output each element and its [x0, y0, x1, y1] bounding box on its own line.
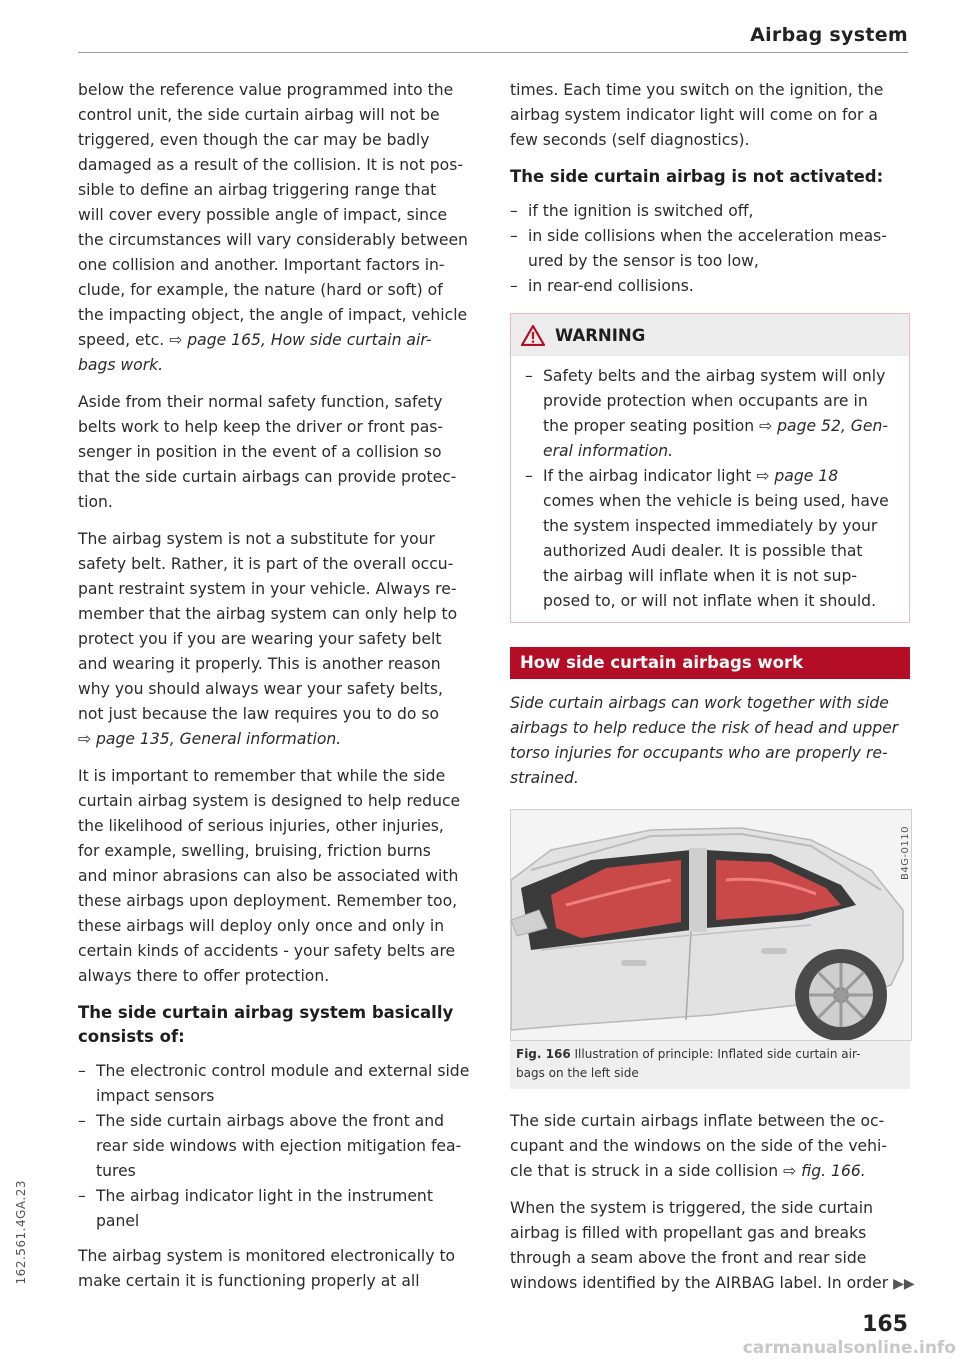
text-line: tion. [78, 493, 113, 511]
consists-of-heading [78, 1001, 478, 1049]
text-fragment: windows identified by the AIRBAG label. In order [510, 1274, 889, 1292]
dash-bullet: – [510, 227, 518, 245]
text-line: through a seam above the front and rear side [510, 1249, 867, 1267]
text-line: The airbag system is monitored electronically to [78, 1247, 456, 1265]
continue-arrow-icon: ▶▶ [893, 1276, 915, 1292]
right-column [510, 78, 915, 1309]
page-header-title: Airbag system [750, 24, 908, 46]
text-line: will cover every possible angle of impact, since [78, 206, 448, 224]
text-line: clude, for example, the nature (hard or soft) of [78, 281, 443, 299]
list-item [510, 274, 910, 299]
dash-bullet: – [525, 467, 533, 485]
text-line: that the side curtain airbags can provide protec- [78, 468, 457, 486]
text-line: cupant and the windows on the side of the vehi- [510, 1137, 887, 1155]
text-line: airbags to help reduce the risk of head and upper [510, 719, 899, 737]
text-line: below the reference value programmed into the [78, 81, 454, 99]
text-line: safety belt. Rather, it is part of the overall occu- [78, 555, 454, 573]
text-line: the airbag will inflate when it is not sup- [543, 567, 858, 585]
text-fragment: If the airbag indicator light [543, 467, 752, 485]
text-line: the impacting object, the angle of impact, vehicle [78, 306, 468, 324]
text-line: authorized Audi dealer. It is possible that [543, 542, 863, 560]
text-line: and wearing it properly. This is another reason [78, 655, 441, 673]
warning-body [511, 356, 909, 622]
text-line: member that the airbag system can only help to [78, 605, 458, 623]
text-line: ured by the sensor is too low, [528, 252, 759, 270]
caption-text: Illustration of principle: Inflated side curtain air- [574, 1047, 861, 1061]
dash-bullet: – [78, 1187, 86, 1205]
list-item [510, 224, 910, 274]
text-line: airbag system indicator light will come on for a [510, 106, 878, 124]
warning-header [511, 314, 909, 356]
not-activated-heading: The side curtain airbag is not activated: [510, 167, 884, 186]
text-fragment: cle that is struck in a side collision [510, 1162, 779, 1180]
text-line: The side curtain airbags above the front and [96, 1112, 445, 1130]
text-line: Aside from their normal safety function, safety [78, 393, 443, 411]
text-line: these airbags upon deployment. Remember too, [78, 892, 458, 910]
text-line: one collision and another. Important factors in- [78, 256, 445, 274]
text-line [543, 414, 895, 439]
text-line [510, 1271, 915, 1297]
left-paragraph-3 [78, 527, 478, 752]
section-title-bar: How side curtain airbags work [510, 647, 910, 679]
text-line: the system inspected immediately by your [543, 517, 878, 535]
dash-bullet: – [525, 367, 533, 385]
text-line: provide protection when occupants are in [543, 392, 868, 410]
text-line [510, 1159, 910, 1184]
right-paragraph-2 [510, 1109, 910, 1184]
text-line: rear side windows with ejection mitigation fea- [96, 1137, 462, 1155]
page-165-link[interactable]: ⇨ page 165, How side curtain air- [169, 331, 432, 349]
text-line: the likelihood of serious injuries, other injuries, [78, 817, 444, 835]
heading-line: The side curtain airbag system basically [78, 1003, 454, 1022]
text-line: why you should always wear your safety belts, [78, 680, 443, 698]
components-list [78, 1059, 478, 1234]
text-line: control unit, the side curtain airbag will not be [78, 106, 440, 124]
text-line: the circumstances will vary considerably between [78, 231, 468, 249]
list-item [78, 1059, 478, 1109]
text-line: belts work to help keep the driver or front pas- [78, 418, 444, 436]
text-line: The electronic control module and external side [96, 1062, 470, 1080]
text-line: sible to define an airbag triggering range that [78, 181, 437, 199]
text-line: these airbags will deploy only once and only in [78, 917, 445, 935]
dash-bullet: – [78, 1062, 86, 1080]
section-intro [510, 691, 910, 791]
text-line: always there to offer protection. [78, 967, 330, 985]
figure-label: Fig. 166 [516, 1047, 571, 1061]
page-165-link-cont[interactable]: bags work. [78, 356, 164, 374]
text-line: tures [96, 1162, 136, 1180]
text-line [543, 464, 895, 489]
figure-caption [510, 1041, 910, 1089]
left-paragraph-2 [78, 390, 478, 515]
page-52-link-cont[interactable]: eral information. [543, 442, 674, 460]
list-item [78, 1109, 478, 1184]
text-line: not just because the law requires you to do so [78, 705, 440, 723]
text-line: in side collisions when the acceleration meas- [528, 227, 887, 245]
figure-code: B4G-0110 [900, 826, 911, 881]
warning-title: WARNING [555, 325, 646, 345]
text-line: The side curtain airbags inflate between the oc- [510, 1112, 885, 1130]
text-line: The airbag indicator light in the instrument [96, 1187, 433, 1205]
heading-line: consists of: [78, 1027, 185, 1046]
text-line: pant restraint system in your vehicle. Always re- [78, 580, 457, 598]
warning-triangle-icon [521, 324, 545, 346]
text-line: few seconds (self diagnostics). [510, 131, 750, 149]
warning-item [525, 364, 895, 464]
text-line: make certain it is functioning properly at all [78, 1272, 420, 1290]
text-line: posed to, or will not inflate when it should. [543, 592, 877, 610]
text-line: curtain airbag system is designed to help reduce [78, 792, 461, 810]
text-line: for example, swelling, bruising, friction burns [78, 842, 431, 860]
text-line: Side curtain airbags can work together with side [510, 694, 889, 712]
page-52-link[interactable]: ⇨ page 52, Gen- [759, 417, 888, 435]
left-paragraph-4 [78, 764, 478, 989]
dash-bullet: – [510, 202, 518, 220]
dash-bullet: – [510, 277, 518, 295]
watermark: carmanualsonline.info [742, 1338, 956, 1358]
text-line: triggered, even though the car may be badly [78, 131, 430, 149]
page-number: 165 [862, 1312, 908, 1337]
text-line: strained. [510, 769, 579, 787]
right-paragraph-3 [510, 1196, 915, 1297]
text-line [78, 328, 478, 353]
car-airbag-illustration [511, 810, 911, 1040]
text-fragment: the proper seating position [543, 417, 755, 435]
text-fragment: speed, etc. [78, 331, 165, 349]
not-activated-list [510, 199, 910, 299]
text-line: times. Each time you switch on the ignition, the [510, 81, 884, 99]
text-line: impact sensors [96, 1087, 215, 1105]
list-item [78, 1184, 478, 1234]
dash-bullet: – [78, 1112, 86, 1130]
text-line: certain kinds of accidents - your safety belts are [78, 942, 456, 960]
right-paragraph-1 [510, 78, 910, 153]
side-document-code: 162.561.4GA.23 [14, 1180, 28, 1285]
text-line: Safety belts and the airbag system will only [543, 367, 886, 385]
text-line: protect you if you are wearing your safety belt [78, 630, 442, 648]
warning-box [510, 313, 910, 623]
text-line: if the ignition is switched off, [528, 202, 754, 220]
left-paragraph-1 [78, 78, 478, 378]
caption-text: bags on the left side [516, 1066, 639, 1080]
text-line: in rear-end collisions. [528, 277, 694, 295]
left-column [78, 78, 478, 1306]
text-line: airbag is filled with propellant gas and breaks [510, 1224, 867, 1242]
text-line: When the system is triggered, the side curtain [510, 1199, 873, 1217]
fig-166-link[interactable]: ⇨ fig. 166. [783, 1162, 866, 1180]
text-line: comes when the vehicle is being used, have [543, 492, 889, 510]
page-135-link[interactable]: ⇨ page 135, General information. [78, 730, 342, 748]
text-line: and minor abrasions can also be associated with [78, 867, 459, 885]
text-line: It is important to remember that while the side [78, 767, 446, 785]
text-line: panel [96, 1212, 140, 1230]
list-item [510, 199, 910, 224]
text-line: senger in position in the event of a collision so [78, 443, 442, 461]
page-18-link[interactable]: ⇨ page 18 [756, 467, 839, 485]
left-paragraph-5 [78, 1244, 478, 1294]
header-rule [78, 52, 908, 53]
warning-item [525, 464, 895, 614]
text-line: torso injuries for occupants who are properly re- [510, 744, 888, 762]
text-line: damaged as a result of the collision. It is not pos- [78, 156, 463, 174]
text-line: The airbag system is not a substitute for your [78, 530, 435, 548]
figure-166 [510, 809, 912, 1041]
